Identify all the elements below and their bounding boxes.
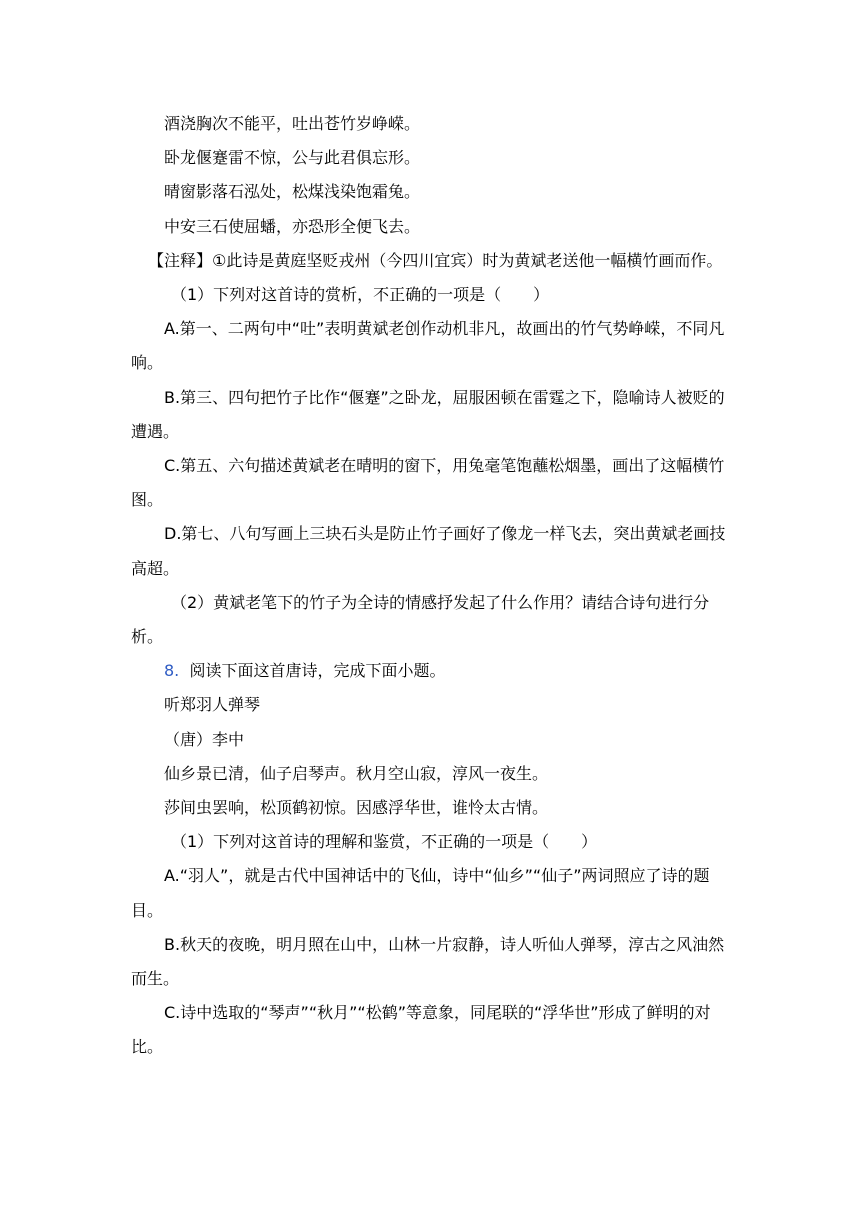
document-content: [131, 107, 731, 1065]
q8-option-c: C.诗中选取的“琴声”“秋月”“松鹤”等意象，同尾联的“浮华世”形成了鲜明的对比。: [131, 1003, 711, 1057]
poem-line: 晴窗影落石泓处，松煤浅染饱霜兔。: [164, 182, 421, 202]
question-instruction: 阅读下面这首唐诗，完成下面小题。: [189, 661, 446, 681]
question-number: 8.: [164, 661, 180, 681]
q7-option-d: D.第七、八句写画上三块石头是防止竹子画好了像龙一样飞去，突出黄斌老画技高超。: [131, 524, 726, 578]
question-7-sub2: （2）黄斌老笔下的竹子为全诗的情感抒发起了什么作用？请结合诗句进行分析。: [131, 592, 710, 647]
question-7-sub1: （1）下列对这首诗的赏析，不正确的一项是（ ）: [171, 285, 550, 305]
poem-note: 【注释】①此诗是黄庭坚贬戎州（今四川宜宾）时为黄斌老送他一幅横竹画而作。: [148, 250, 723, 270]
poem-author: （唐）李中: [164, 729, 245, 749]
poem-title: 听郑羽人弹琴: [164, 695, 261, 715]
poem-line: 仙乡景已清，仙子启琴声。秋月空山寂，淳风一夜生。: [164, 763, 549, 783]
q7-option-a: A.第一、二两句中“吐”表明黄斌老创作动机非凡，故画出的竹气势峥嵘，不同凡响。: [131, 319, 725, 373]
question-8-heading: [131, 654, 731, 688]
question-8-sub1: （1）下列对这首诗的理解和鉴赏，不正确的一项是（ ）: [171, 832, 598, 852]
q8-option-b: B.秋天的夜晚，明月照在山中，山林一片寂静，诗人听仙人弹琴，淳古之风油然而生。: [131, 934, 725, 989]
q7-option-b: B.第三、四句把竹子比作“偃蹇”之卧龙，屈服困顿在雷霆之下，隐喻诗人被贬的遭遇。: [131, 387, 725, 441]
poem-line: 莎间虫罢响，松顶鹤初惊。因感浮华世，谁怜太古情。: [164, 798, 549, 818]
poem-line: 卧龙偃蹇雷不惊，公与此君俱忘形。: [164, 148, 421, 168]
q8-option-a: A.“羽人”，就是古代中国神话中的飞仙，诗中“仙乡”“仙子”两词照应了诗的题目。: [131, 866, 710, 920]
poem-line: 中安三石使屈蟠，亦恐形全便飞去。: [164, 216, 421, 236]
poem-line: 酒浇胸次不能平，吐出苍竹岁峥嵘。: [164, 114, 421, 133]
q7-option-c: C.第五、六句描述黄斌老在晴明的窗下，用兔毫笔饱蘸松烟墨，画出了这幅横竹图。: [131, 456, 725, 510]
